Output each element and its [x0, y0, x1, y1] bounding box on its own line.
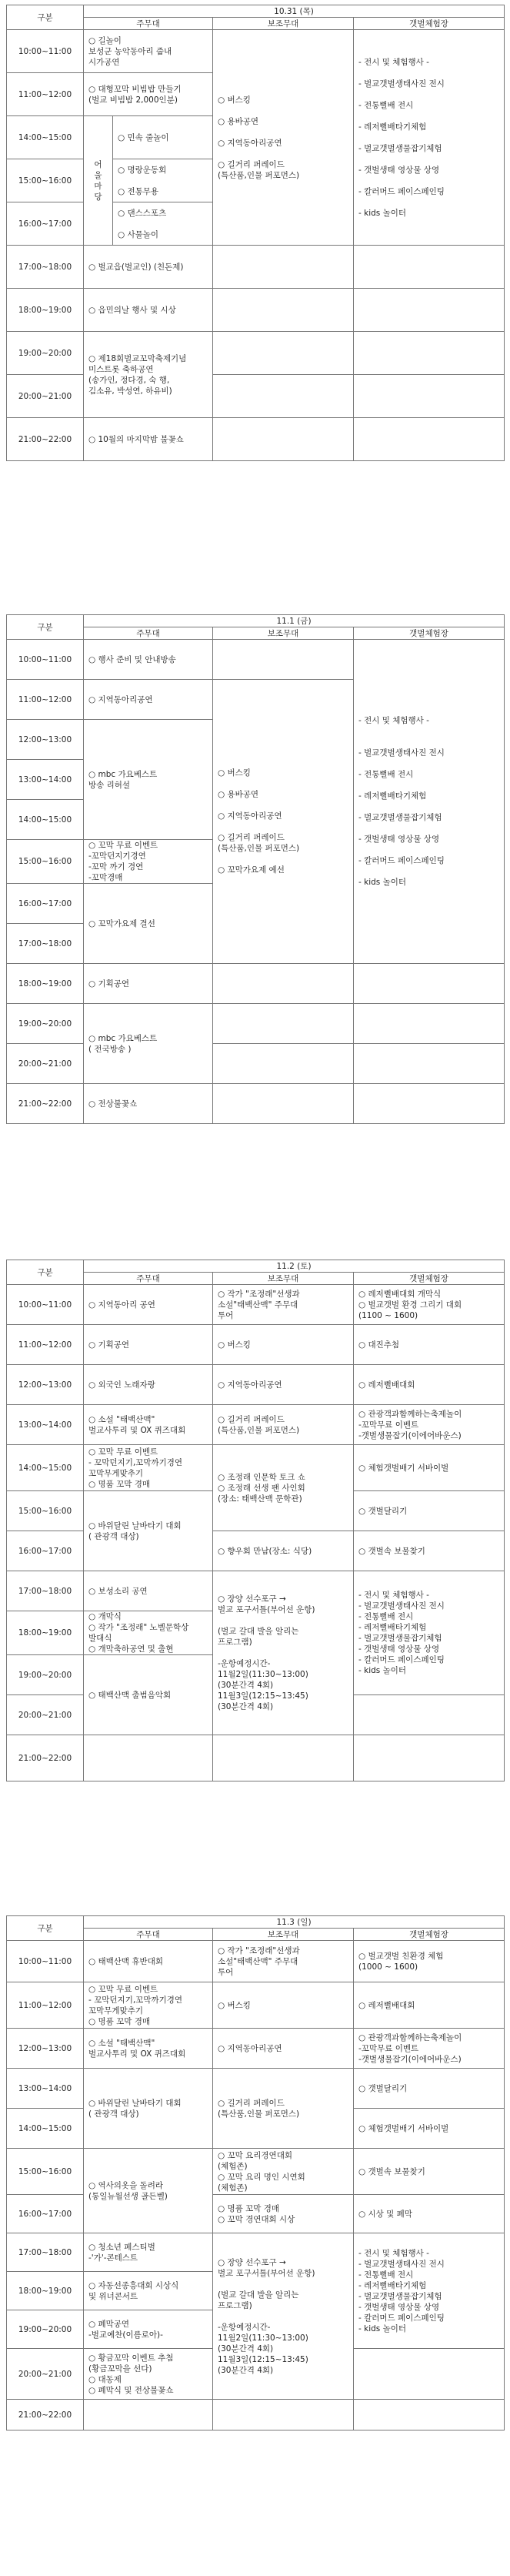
sub-event: ○ 버스킹 — [213, 1982, 354, 2029]
time-cell: 19:00~20:00 — [7, 2310, 84, 2349]
time-cell: 13:00~14:00 — [7, 2069, 84, 2109]
main-event: ○ 자동선종흥대회 시상식 및 위너콘서트 — [84, 2272, 213, 2310]
main-event: ○ 바위달린 날바타기 대회 ( 관광객 대상) — [84, 2069, 213, 2149]
main-event: ○ mbc 가요베스트 방송 리허설 — [84, 720, 213, 840]
tidal-event: ○ 갯벌달리기 — [354, 1491, 505, 1531]
time-cell: 17:00~18:00 — [7, 1571, 84, 1611]
time-cell: 11:00~12:00 — [7, 1982, 84, 2029]
time-cell: 17:00~18:00 — [7, 924, 84, 964]
tidal-event — [354, 1044, 505, 1084]
sub-event: ○ 명품 꼬막 경매 ○ 꼬막 경연대회 시상 — [213, 2195, 354, 2233]
sub-event — [213, 246, 354, 289]
tidal-event — [354, 1695, 505, 1735]
main-event: ○ 대형꼬막 비빔밥 만들기 (벌교 비빔밥 2,000인분) — [84, 73, 213, 116]
time-cell: 10:00~11:00 — [7, 640, 84, 680]
sub-event-block: ○ 장양 선수포구 → 벌교 포구서틀(부어선 운항) (벌교 갈대 발을 알리는 프로그램) -운항예정시간- 11월2일(11:30~13:00) (30분간격 4회) 11월3일(12:15~13:45) (30분간격 4회) — [213, 2233, 354, 2400]
tidal-event — [354, 2400, 505, 2430]
main-event: ○ 10월의 마지막밤 불꽃쇼 — [84, 418, 213, 461]
tidal-event: ○ 벌교갯벌 친환경 체험 (1000 ~ 1600) — [354, 1941, 505, 1982]
time-cell: 10:00~11:00 — [7, 1941, 84, 1982]
tidal-event: ○ 시상 및 폐막 — [354, 2195, 505, 2233]
day-date: 11.2 (토) — [84, 1260, 505, 1273]
time-cell: 12:00~13:00 — [7, 720, 84, 760]
sub-event — [213, 1084, 354, 1124]
main-event: ○ 외국인 노래자랑 — [84, 1365, 213, 1405]
tidal-event-block: - 전시 및 체험행사 - - 벌교갯벌생태사진 전시 - 전통뻘배 전시 - 레저뻘배타기체험 - 벌교갯벌생물잡기체험 - 갯벌생태 영상물 상영 - 칼러머드 페이스페인팅 - kids 놀이터 — [354, 2233, 505, 2349]
time-cell: 18:00~19:00 — [7, 289, 84, 332]
header-sub: 보조무대 — [213, 1273, 354, 1285]
tidal-event: ○ 레저뻘배대회 — [354, 1982, 505, 2029]
time-cell: 10:00~11:00 — [7, 1285, 84, 1325]
main-event: ○ 폐막공연 -벌교예찬(이름로아)- — [84, 2310, 213, 2349]
time-cell: 13:00~14:00 — [7, 1405, 84, 1445]
time-cell: 21:00~22:00 — [7, 1735, 84, 1781]
sub-event: ○ 길거리 퍼레이드 (특산품,인물 퍼포먼스) — [213, 2069, 354, 2149]
tidal-event — [354, 1084, 505, 1124]
sub-event-block: ○ 장양 선수포구 → 벌교 포구서틀(부어선 운항) (벌교 갈대 발을 알리는 프로그램) -운항예정시간- 11월2일(11:30~13:00) (30분간격 4회) 11월3일(12:15~13:45) (30분간격 4회) — [213, 1571, 354, 1735]
time-cell: 12:00~13:00 — [7, 2029, 84, 2069]
tidal-event-block: - 전시 및 체험행사 - - 벌교갯벌생태사진 전시 - 전통뻘배 전시 - 레저뻘배타기체험 - 벌교갯벌생물잡기체험 - 갯벌생태 영상물 상영 - 칼러머드 페이스페인팅 - kids 놀이터 — [354, 30, 505, 246]
header-tidal: 갯벌체험장 — [354, 18, 505, 30]
sub-event — [213, 964, 354, 1004]
main-event: ○ 전상불꽃쇼 — [84, 1084, 213, 1124]
sub-event — [213, 332, 354, 375]
main-event: ○ 꼬막 무료 이벤트 - 꼬막던지기,꼬막까기경연 꼬막무게맞추기 ○ 명품 꼬막 경매 — [84, 1982, 213, 2029]
sub-event — [213, 375, 354, 418]
time-cell: 14:00~15:00 — [7, 116, 84, 159]
time-cell: 21:00~22:00 — [7, 2400, 84, 2430]
tidal-event: ○ 체험갯벌배기 서바이벌 — [354, 2109, 505, 2149]
time-cell: 20:00~21:00 — [7, 1044, 84, 1084]
tidal-event — [354, 246, 505, 289]
time-cell: 19:00~20:00 — [7, 1655, 84, 1695]
main-event: ○ 댄스스포츠 ○ 사물놀이 — [113, 202, 213, 246]
vertical-stage-label: 어 울 마 당 — [84, 116, 113, 246]
time-cell: 17:00~18:00 — [7, 246, 84, 289]
tidal-event-block: - 전시 및 체험행사 - - 벌교갯벌생태사진 전시 - 전통뻘배 전시 - 레저뻘배타기체험 - 벌교갯벌생물잡기체험 - 갯벌생태 영상물 상영 - 칼러머드 페이스페인팅 - kids 놀이터 — [354, 640, 505, 964]
header-tidal: 갯벌체험장 — [354, 1273, 505, 1285]
main-event: ○ 꼬막 무료 이벤트 -꼬막던지기경연 -꼬막 까기 경연 -꼬막경매 — [84, 840, 213, 884]
main-event: ○ 제18회벌교꼬막축제기념 미스트롯 축하공연 (송가인, 정다경, 숙 행, 김소유, 박성연, 하유비) — [84, 332, 213, 418]
main-event: ○ 꼬막가요제 결선 — [84, 884, 213, 964]
sub-event — [213, 1004, 354, 1044]
main-event: ○ 지역동아리 공연 — [84, 1285, 213, 1325]
main-event: ○ 보성소리 공연 — [84, 1571, 213, 1611]
main-event: ○ 개막식 ○ 작가 "조정래" 노벨문학상 발대식 ○ 개막축하공연 및 출현 — [84, 1611, 213, 1655]
header-main: 주무대 — [84, 18, 213, 30]
header-main: 주무대 — [84, 627, 213, 640]
main-event: ○ 명랑운동회 ○ 전통무용 — [113, 159, 213, 202]
header-time: 구분 — [7, 615, 84, 640]
time-cell: 19:00~20:00 — [7, 332, 84, 375]
header-time: 구분 — [7, 1260, 84, 1285]
time-cell: 18:00~19:00 — [7, 964, 84, 1004]
day-date: 11.1 (금) — [84, 615, 505, 627]
sub-event: ○ 지역동아리공연 — [213, 1365, 354, 1405]
time-cell: 15:00~16:00 — [7, 1491, 84, 1531]
time-cell: 16:00~17:00 — [7, 1531, 84, 1571]
main-event: ○ 읍민의날 행사 및 시상 — [84, 289, 213, 332]
time-cell: 16:00~17:00 — [7, 2195, 84, 2233]
time-cell: 18:00~19:00 — [7, 1611, 84, 1655]
tidal-event — [354, 289, 505, 332]
tidal-event: ○ 갯벌속 보물찾기 — [354, 1531, 505, 1571]
tidal-event — [354, 964, 505, 1004]
header-time: 구분 — [7, 1916, 84, 1941]
sub-event — [213, 1735, 354, 1781]
time-cell: 20:00~21:00 — [7, 1695, 84, 1735]
time-cell: 20:00~21:00 — [7, 2349, 84, 2400]
time-cell: 18:00~19:00 — [7, 2272, 84, 2310]
tidal-event: ○ 관광객과함께하는축제놀이 -꼬막무료 이벤트 -갯벌생물잡기(이에어바운스) — [354, 2029, 505, 2069]
time-cell: 16:00~17:00 — [7, 202, 84, 246]
main-event — [84, 2400, 213, 2430]
header-main: 주무대 — [84, 1929, 213, 1941]
time-cell: 20:00~21:00 — [7, 375, 84, 418]
tidal-event — [354, 375, 505, 418]
time-cell: 11:00~12:00 — [7, 1325, 84, 1365]
main-event: ○ 바위달린 날바타기 대회 ( 관광객 대상) — [84, 1491, 213, 1571]
tidal-event: ○ 체험갯벌배기 서바이벌 — [354, 1445, 505, 1491]
sub-event: ○ 향우회 만남(장소: 식당) — [213, 1531, 354, 1571]
time-cell: 12:00~13:00 — [7, 1365, 84, 1405]
main-event: ○ 기획공연 — [84, 1325, 213, 1365]
main-event: ○ 소설 "태백산맥" 벌교사투리 및 OX 퀴즈대회 — [84, 1405, 213, 1445]
main-event: ○ 태백산맥 출범음악회 — [84, 1655, 213, 1735]
time-cell: 19:00~20:00 — [7, 1004, 84, 1044]
main-event: ○ 청소년 페스티벌 -'가'-콘테스트 — [84, 2233, 213, 2272]
sub-event — [213, 640, 354, 680]
main-event: ○ 태백산맥 휴반대회 — [84, 1941, 213, 1982]
main-event: ○ 벌교읍(벌교인) (친돈제) — [84, 246, 213, 289]
tidal-event — [354, 1004, 505, 1044]
day-table-1031 — [6, 5, 505, 461]
sub-event — [213, 1044, 354, 1084]
sub-event — [213, 289, 354, 332]
time-cell: 21:00~22:00 — [7, 418, 84, 461]
tidal-event — [354, 1735, 505, 1781]
time-cell: 10:00~11:00 — [7, 30, 84, 73]
time-cell: 15:00~16:00 — [7, 840, 84, 884]
tidal-event — [354, 2349, 505, 2400]
tidal-event: ○ 레저뻘배대회 개막식 ○ 벌교갯벌 환경 그리기 대회 (1100 ~ 1600) — [354, 1285, 505, 1325]
time-cell: 17:00~18:00 — [7, 2233, 84, 2272]
sub-event: ○ 조정래 인문학 토크 쇼 ○ 조정래 선생 팬 사인회 (장소: 태백산맥 문학관) — [213, 1445, 354, 1531]
header-tidal: 갯벌체험장 — [354, 627, 505, 640]
main-event — [84, 1735, 213, 1781]
time-cell: 11:00~12:00 — [7, 73, 84, 116]
sub-event: ○ 꼬막 요리경연대회 (체험존) ○ 꼬막 요리 명인 시연회 (체험존) — [213, 2149, 354, 2195]
main-event: ○ 역사의옷을 돌려라 (통일뉴월선생 골든벨) — [84, 2149, 213, 2233]
tidal-event: ○ 관광객과함께하는축제놀이 -꼬막무료 이벤트 -갯벌생물잡기(이에어바운스) — [354, 1405, 505, 1445]
time-cell: 13:00~14:00 — [7, 760, 84, 800]
header-sub: 보조무대 — [213, 627, 354, 640]
tidal-event-block: - 전시 및 체험행사 - - 벌교갯벌생태사진 전시 - 전통뻘배 전시 - 레저뻘배타기체험 - 벌교갯벌생물잡기체험 - 갯벌생태 영상물 상영 - 칼러머드 페이스페인팅 - kids 놀이터 — [354, 1571, 505, 1695]
time-cell: 11:00~12:00 — [7, 680, 84, 720]
main-event: ○ 길놀이 보성군 농악동아리 줍내 시가공연 — [84, 30, 213, 73]
main-event: ○ 기획공연 — [84, 964, 213, 1004]
main-event: ○ 행사 준비 및 안내방송 — [84, 640, 213, 680]
sub-event-block: ○ 버스킹 ○ 용바공연 ○ 지역동아리공연 ○ 길거리 퍼레이드 (특산품,인물 퍼포먼스) — [213, 30, 354, 246]
time-cell: 15:00~16:00 — [7, 159, 84, 202]
day-table-1101 — [6, 614, 505, 1124]
sub-event: ○ 길거리 퍼레이드 (특산품,인물 퍼포먼스) — [213, 1405, 354, 1445]
time-cell: 16:00~17:00 — [7, 884, 84, 924]
sub-event — [213, 2400, 354, 2430]
time-cell: 15:00~16:00 — [7, 2149, 84, 2195]
sub-event: ○ 작가 "조정래"선생과 소설"태백산맥" 주무대 투어 — [213, 1285, 354, 1325]
day-table-1103 — [6, 1915, 505, 2430]
tidal-event: ○ 갯벌속 보물찾기 — [354, 2149, 505, 2195]
header-sub: 보조무대 — [213, 18, 354, 30]
day-table-1102 — [6, 1260, 505, 1781]
sub-event: ○ 작가 "조정래"선생과 소설"태백산맥" 주무대 투어 — [213, 1941, 354, 1982]
main-event: ○ 꼬막 무료 이벤트 - 꼬막던지기,꼬막까기경연 꼬막무게맞추기 ○ 명품 꼬막 경매 — [84, 1445, 213, 1491]
main-event: ○ 소설 "태백산맥" 벌교사투리 및 OX 퀴즈대회 — [84, 2029, 213, 2069]
tidal-event: ○ 갯벌달리기 — [354, 2069, 505, 2109]
day-date: 10.31 (목) — [84, 5, 505, 18]
tidal-event — [354, 332, 505, 375]
time-cell: 14:00~15:00 — [7, 1445, 84, 1491]
sub-event: ○ 버스킹 — [213, 1325, 354, 1365]
main-event: ○ 지역동아리공연 — [84, 680, 213, 720]
time-cell: 14:00~15:00 — [7, 800, 84, 840]
main-event: ○ mbc 가요베스트 ( 전국방송 ) — [84, 1004, 213, 1084]
day-date: 11.3 (일) — [84, 1916, 505, 1929]
sub-event-block: ○ 버스킹 ○ 용바공연 ○ 지역동아리공연 ○ 길거리 퍼레이드 (특산품,인물 퍼포먼스) ○ 꼬막가요제 예선 — [213, 680, 354, 964]
time-cell: 21:00~22:00 — [7, 1084, 84, 1124]
time-cell: 14:00~15:00 — [7, 2109, 84, 2149]
header-main: 주무대 — [84, 1273, 213, 1285]
main-event: ○ 황금꼬막 이벤트 추첨 (황금꼬막을 선다) ○ 대동제 ○ 폐막식 및 전상불꽃쇼 — [84, 2349, 213, 2400]
tidal-event: ○ 대진추첨 — [354, 1325, 505, 1365]
main-event: ○ 민속 줄놀이 — [113, 116, 213, 159]
header-sub: 보조무대 — [213, 1929, 354, 1941]
sub-event: ○ 지역동아리공연 — [213, 2029, 354, 2069]
sub-event — [213, 418, 354, 461]
header-tidal: 갯벌체험장 — [354, 1929, 505, 1941]
header-time: 구분 — [7, 5, 84, 30]
tidal-event: ○ 레저뻘배대회 — [354, 1365, 505, 1405]
tidal-event — [354, 418, 505, 461]
